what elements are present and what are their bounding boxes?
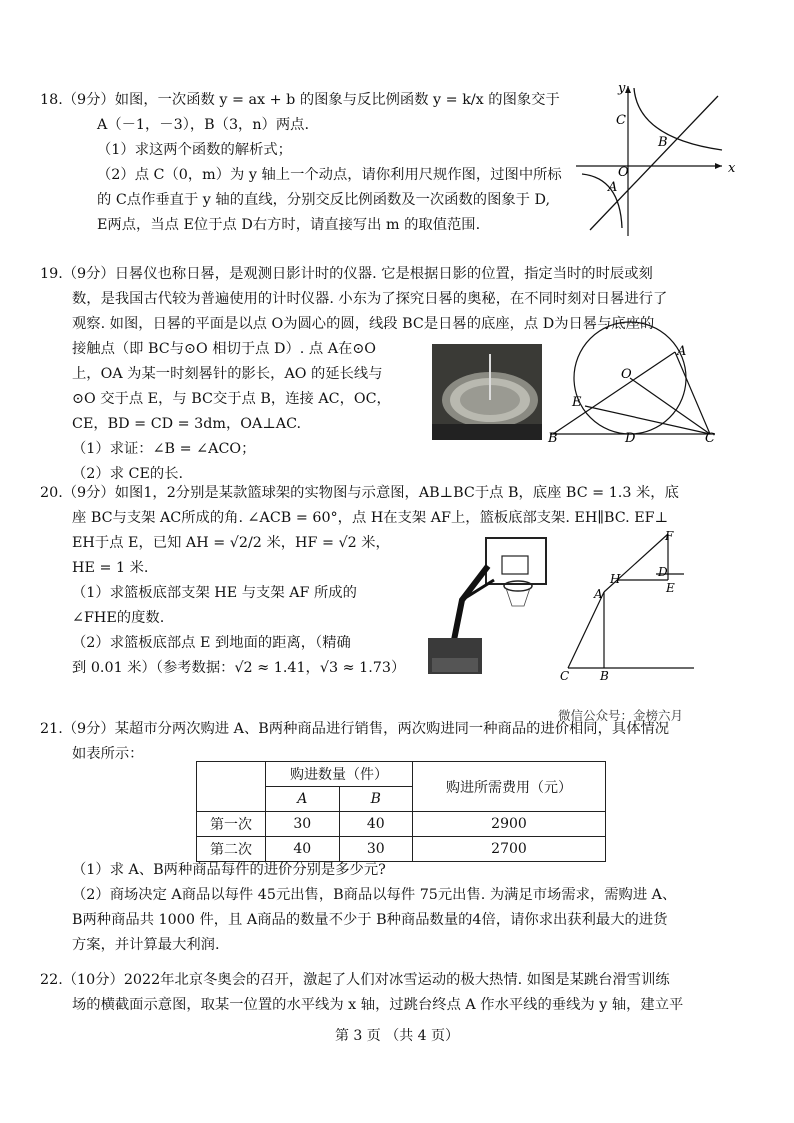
q18-label-c: C [616,113,626,128]
table-row-2-a: 40 [266,837,340,862]
q18-line-4: （2）点 C（0，m）为 y 轴上一个动点，请你利用尺规作图，过图中所标 [97,167,562,183]
q18-line-6: E两点，当点 E位于点 D右方时，请直接写出 m 的取值范围. [97,217,481,233]
q18-label-o: O [618,165,629,180]
q21-line-6: 方案，并计算最大利润. [72,937,220,953]
q20-label-e: E [666,581,675,595]
q18-line-2: A（－1，－3），B（3，n）两点. [97,117,309,133]
table-header-b: B [339,787,413,812]
q19-label-a: A [677,344,687,359]
q20-line-7: （2）求篮板底部点 E 到地面的距离，（精确 [72,635,351,651]
q20-geometry-figure [556,528,706,683]
table-row-2-cost: 2700 [413,837,606,862]
q20-line-3: EH于点 E，已知 AH = √2/2 米，HF = √2 米， [72,535,390,551]
q19-line-1: 19.（9分）日晷仪也称日晷，是观测日影计时的仪器. 它是根据日影的位置，指定当时的时辰或刻 [40,266,653,282]
q21-line-2: 如表所示： [72,746,144,762]
watermark-text: 微信公众号：金榜六月 [558,708,684,723]
q18-line-1: 18.（9分）如图，一次函数 y = ax + b 的图象与反比例函数 y = k/x 的图象交于 [40,92,560,108]
basketball-stand-photo [422,530,550,680]
q19-line-9: （2）求 CE的长. [72,466,184,482]
q19-label-c: C [705,431,715,446]
table-row-1-a: 30 [266,812,340,837]
q18-label-y: y [618,81,626,96]
q21-line-5: B两种商品共 1000 件，且 A商品的数量不少于 B种商品数量的4倍，请你求出获利最大的进货 [72,912,668,928]
q21-line-1: 21.（9分）某超市分两次购进 A、B两种商品进行销售，两次购进同一种商品的进价相同，具体情况 [40,721,670,737]
q21-line-4: （2）商场决定 A商品以每件 45元出售，B商品以每件 75元出售. 为满足市场需求，需购进 A、 [72,887,677,903]
q20-label-h: H [610,572,621,586]
table-row-1-label: 第一次 [197,812,266,837]
q20-line-8: 到 0.01 米）（参考数据：√2 ≈ 1.41，√3 ≈ 1.73） [72,660,406,676]
q20-label-d: D [658,565,668,579]
q20-line-5: （1）求篮板底部支架 HE 与支架 AF 所成的 [72,585,357,601]
q18-line-3: （1）求这两个函数的解析式； [97,142,292,158]
q18-line-5: 的 C点作垂直于 y 轴的直线，分别交反比例函数及一次函数的图象于 D, [97,192,551,208]
q20-label-a: A [594,587,603,601]
q20-line-4: HE = 1 米. [72,560,149,576]
q19-line-8: （1）求证：∠B = ∠ACO； [72,441,256,457]
q20-label-f: F [665,529,674,543]
table-row-1-b: 40 [339,812,413,837]
q19-label-d: D [625,431,636,446]
q19-label-b: B [548,431,558,446]
question-21 [40,717,760,767]
page-footer: 第 3 页 （共 4 页） [334,1028,460,1044]
question-21-parts [40,858,760,958]
q19-line-6: ⊙O 交于点 E，与 BC交于点 B，连接 AC，OC， [72,391,391,407]
q19-label-o: O [621,367,632,382]
q19-line-5: 上，OA 为某一时刻晷针的影长，AO 的延长线与 [72,366,383,382]
q18-label-x: x [728,161,736,176]
table-header-quantity: 购进数量（件） [266,762,413,787]
q20-line-2: 座 BC与支架 AC所成的角. ∠ACB = 60°，点 H在支架 AF上，篮板底部支架. EH∥BC. EF⊥ [72,510,669,526]
q22-line-1: 22.（10分）2022年北京冬奥会的召开，激起了人们对冰雪运动的极大热情. 如图是某跳台滑雪训练 [40,972,670,988]
question-22 [40,968,760,1018]
table-row-1-cost: 2900 [413,812,606,837]
q21-line-3: （1）求 A、B两种商品每件的进价分别是多少元? [72,862,386,878]
table-header-a: A [266,787,340,812]
table-corner [197,762,266,812]
q20-label-c: C [560,669,570,683]
q19-label-e: E [572,395,582,410]
q19-line-7: CE，BD = CD = 3dm，OA⊥AC. [72,416,302,432]
q18-label-a: A [608,180,618,195]
q19-line-4: 接触点（即 BC与⊙O 相切于点 D）. 点 A在⊙O [72,341,377,357]
q20-line-6: ∠FHE的度数. [72,610,165,626]
table-row-2-b: 30 [339,837,413,862]
q19-geometry-figure [545,318,745,448]
table-row-2-label: 第二次 [197,837,266,862]
q19-line-3: 观察. 如图，日晷的平面是以点 O为圆心的圆，线段 BC是日晷的底座，点 D为日晷与底座的 [72,316,655,332]
purchase-table [196,761,606,862]
q19-line-2: 数，是我国古代较为普遍使用的计时仪器. 小东为了探究日晷的奥秘，在不同时刻对日晷进行了 [72,291,668,307]
q22-line-2: 场的横截面示意图，取某一位置的水平线为 x 轴，过跳台终点 A 作水平线的垂线为 y 轴，建立平 [72,997,684,1013]
q20-line-1: 20.（9分）如图1，2分别是某款篮球架的实物图与示意图，AB⊥BC于点 B，底座 BC = 1.3 米，底 [40,485,679,501]
sundial-photo [432,344,542,440]
q18-label-b: B [658,135,668,150]
table-header-cost: 购进所需费用（元） [413,762,606,812]
question-18 [40,88,580,238]
q20-label-b: B [600,669,609,683]
q18-function-graph [572,78,762,238]
